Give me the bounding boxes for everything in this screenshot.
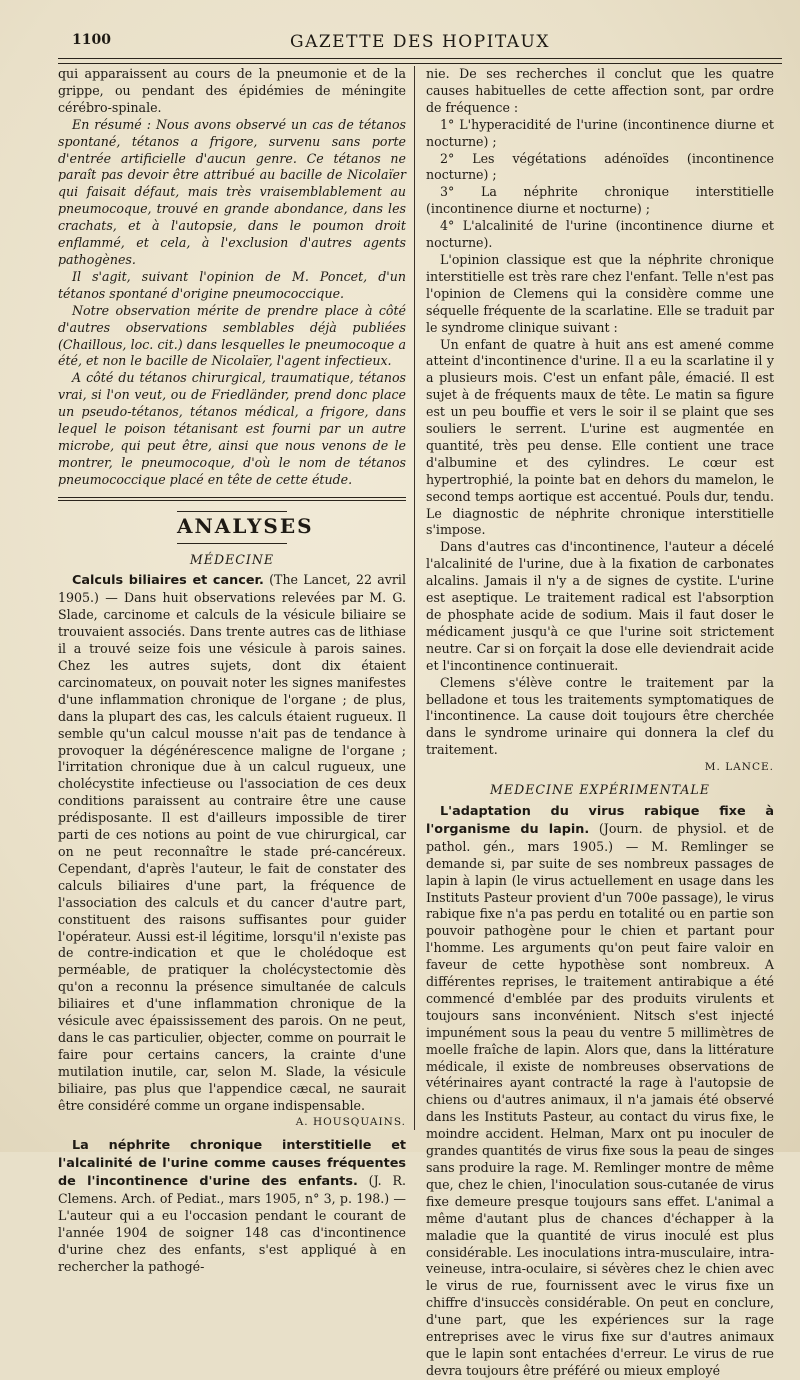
page-header [58,28,782,58]
paragraph: L'opinion classique est que la néphrite chronique interstitielle est très rare chez l'enfant. Telle n'est pas l'opinion de Clemens qui la considère comme une séquelle fréquente de la scarlatine. Elle se traduit par le syndrome clinique suivant : [426,251,774,335]
article-body: (The Lancet, 22 avril 1905.) — Dans huit observations relevées par M. G. Slade, carcinome et calculs de la vésicule biliaire se trouvaient associés. Dans trente autres cas de lithiase il a trouvé seize fois une vésicule à parois saines. Chez les autres sujets, dont dix étaient carcinomateux, on pouvait noter les signes manifestes d'une inflammation chronique de l'organe ; de plus, dans la plupart des cas, les calculs étaient rugueux. Il semble qu'un calcul mousse n'ait pas de tendance à provoquer la dégénérescence maligne de l'organe ; l'irritation chronique due à un calcul rugueux, une cholécystite infectieuse ou l'association de ces deux conditions paraissent au contraire être une cause prédisposante. Il est d'ailleurs impossible de tirer parti de ces notions au point de vue chirurgical, car on ne peut reconnaître le stade pré-cancéreux. Cependant, d'après l'auteur, le fait de constater des calculs biliaires d'une part, la fréquence de l'association des calculs et du cancer d'autre part, constituent des raisons suffisantes pour guider l'opérateur. Aussi est-il légitime, lorsqu'il n'existe pas de contre-indication et que le cholédoque est perméable, de pratiquer la cholécystectomie dès qu'on a reconnu la présence simultanée de calculs biliaires et d'une inflammation chronique de la vésicule avec épaississement des parois. On ne peut, dans le cas particulier, objecter, comme on pourrait le faire pour certains cancers, la crainte d'une mutilation inutile, car, selon M. Slade, la vésicule biliaire, pas plus que l'appendice cæcal, ne saurait être considéré comme un organe indispensable. [58,572,406,1113]
paragraph: Un enfant de quatre à huit ans est amené comme atteint d'incontinence d'urine. Il a eu la scarlatine il y a plusieurs mois. C'est un enfant pâle, émacié. Il est sujet à de fréquents maux de tête. Le matin sa figure est un peu bouffie et vers le soir il se plaint que ses souliers le serrent. L'urine est augmentée en quantité, très peu dense. Elle contient une trace d'albumine et des cylindres. Le cœur est hypertrophié, la pointe bat en dehors du mamelon, le second temps aortique est accentué. Pouls dur, tendu. Le diagnostic de néphrite chronique interstitielle s'impose. [426,336,774,538]
paragraph: nie. De ses recherches il conclut que les quatre causes habituelles de cette affection sont, par ordre de fréquence : [426,66,774,115]
paragraph: Il s'agit, suivant l'opinion de M. Poncet, d'un tétanos spontané d'origine pneumococcique. [58,268,406,301]
paragraph: Notre observation mérite de prendre place à côté d'autres observations semblables déjà publiées (Chaillous, loc. cit.) dans lesquelles le pneumocoque a été, et non le bacille de Nicolaïer, l'agent infectieux. [58,302,406,369]
article-signature: A. HOUSQUAINS. [295,1116,406,1129]
paragraph: Clemens s'élève contre le traitement par la belladone et tous les traitements symptomatiques de l'incontinence. La cause doit toujours être cherchée dans le syndrome urinaire qui donnera la clef du traitement. [426,674,774,758]
paragraph: A côté du tétanos chirurgical, traumatique, tétanos vrai, si l'on veut, ou de Friedländer, prend donc place un pseudo-tétanos, tétanos médical, a frigore, dans lequel le poison tétanisant est fourni par un autre microbe, qui peut être, ainsi que nous venons de le montrer, le pneumocoque, d'où le nom de tétanos pneumococcique placé en tête de cette étude. [58,370,406,487]
right-column [426,66,774,1380]
subsection-label: MEDECINE EXPÉRIMENTALE [490,782,710,798]
list-item: 4° L'alcalinité de l'urine (incontinence diurne et nocturne). [426,218,774,251]
article [58,572,406,1114]
paragraph: En résumé : Nous avons observé un cas de tétanos spontané, tétanos a frigore, survenu sans porte d'entrée artificielle d'aucun genre. Ce tétanos ne paraît pas devoir être attribué au bacille de Nicolaïer qui faisait défaut, mais très vraisemblablement au pneumocoque, trouvé en grande abondance, dans les crachats, et à l'autopsie, dans le poumon droit enflammé, et cela, à l'exclusion d'autres agents pathogènes. [58,116,406,267]
article [426,803,774,1380]
running-title: GAZETTE DES HOPITAUX [289,32,550,52]
section-divider [58,497,406,501]
page-number: 1100 [72,32,111,48]
paragraph: Dans d'autres cas d'incontinence, l'auteur a décelé l'alcalinité de l'urine, due à la fixation de carbonates alcalins. Jamais il n'y a de signes de cystite. L'urine est aseptique. Le traitement radical est l'absorption de phosphate acide de sodium. Mais il faut doser le médicament jusqu'à ce que l'urine soit strictement neutre. Car si on forçait la dose elle deviendrait acide et l'incontinence continuerait. [426,539,774,673]
section-title: ANALYSES [177,513,314,538]
list-item: 2° Les végétations adénoïdes (incontinence nocturne) ; [426,150,774,183]
article-body: (Journ. de physiol. et de pathol. gén., mars 1905.) — M. Remlinger se demande si, par suite de ses nombreux passages de lapin à lapin (le virus actuellement en usage dans les Instituts Pasteur provient d'un 700e passage), le virus rabique fixe n'a pas perdu en totalité ou en partie son pouvoir pathogène pour le chien et partant pour l'homme. Les arguments qu'on peut faire valoir en faveur de cette hypothèse sont nombreux. A différentes reprises, le traitement antirabique a été commencé d'emblée par des produits virulents et toujours sans inconvénient. Nitsch s'est injecté impunément sous la peau du ventre 5 millimètres de moelle fraîche de lapin. Alors que, dans la littérature médicale, il existe de nombreuses observations de vétérinaires ayant contracté la rage à l'autopsie de chiens ou d'autres animaux, il n'a jamais été observé dans les Instituts Pasteur, au contact du virus fixe, le moindre accident. Helman, Marx ont pu inoculer de grandes quantités de virus fixe sous la peau de singes sans produire la rage. M. Remlinger montre de même que, chez le chien, l'inoculation sous-cutanée de virus fixe demeure presque toujours sans effet. L'animal a même d'autant plus de chances d'échapper à la maladie que la quantité de virus inoculé est plus considérable. Les inoculations intra-musculaire, intra-veineuse, intra-oculaire, si sévères chez le chien avec le virus de rue, fournissent avec le virus fixe un chiffre d'insuccès considérable. On peut en conclure, d'une part, que les expériences sur la rage entreprises avec le virus fixe sur d'autres animaux que le lapin sont entachées d'erreur. Le virus de rue devra toujours être préféré ou mieux employé [426,820,774,1378]
column-divider [414,66,415,1130]
header-rule [58,58,782,64]
article-title: L'adaptation du virus rabique fixe à l'organisme du lapin. [426,803,774,837]
article-title: La néphrite chronique interstitielle et l'alcalinité de l'urine comme causes fréquentes de l'incontinence d'urine des enfants. [58,1138,406,1190]
list-item: 3° La néphrite chronique interstitielle (incontinence diurne et nocturne) ; [426,184,774,217]
analyses-heading-box [177,511,314,544]
left-column [58,66,406,1276]
article [58,1137,406,1275]
article-signature: M. LANCE. [704,761,774,774]
article-title: Calculs biliaires et cancer. [72,573,264,589]
article-body: (J. R. Clemens. Arch. of Pediat., mars 1905, n° 3, p. 198.) — L'auteur qui a eu l'occasion pendant le courant de l'année 1904 de soigner 148 cas d'incontinence d'urine chez des enfants, s'est appliqué à en rechercher la pathogé- [58,1173,406,1274]
paragraph: qui apparaissent au cours de la pneumonie et de la grippe, ou pendant des épidémies de méningite cérébro-spinale. [58,66,406,115]
subsection-label: MÉDECINE [189,551,275,567]
list-item: 1° L'hyperacidité de l'urine (incontinence diurne et nocturne) ; [426,116,774,149]
